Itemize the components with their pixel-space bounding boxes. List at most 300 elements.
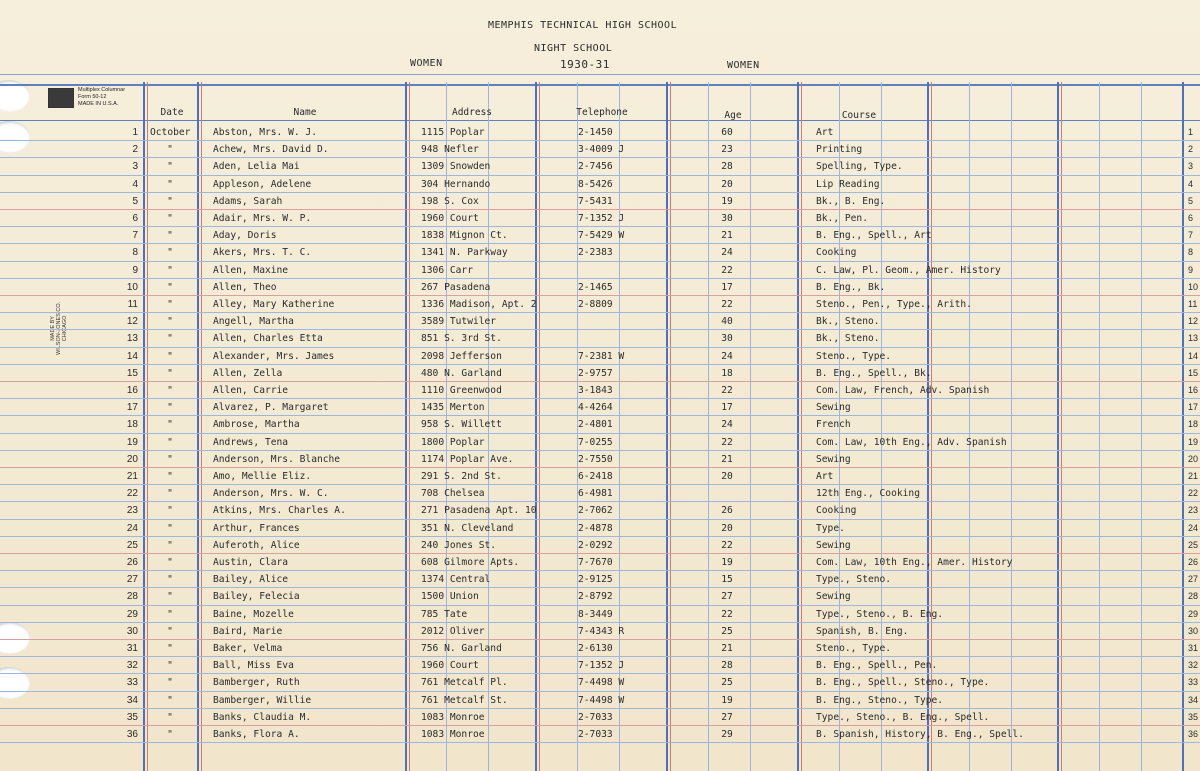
row-number: 31 [126,643,138,654]
table-row [0,451,1200,468]
date-cell: " [167,281,173,293]
row-number-right: 16 [1188,385,1199,395]
row-number: 3 [132,161,138,173]
table-row [0,279,1200,296]
address-cell: 3589 Tutwiler [421,316,497,328]
address-cell: 2012 Oliver [421,625,485,637]
date-cell: " [167,230,173,242]
age-cell: 20 [721,178,733,190]
date-cell: " [167,144,173,156]
name-cell: Alley, Mary Katherine [213,299,335,310]
name-cell: Bailey, Felecia [213,591,300,603]
row-number-right: 7 [1188,230,1194,241]
telephone-cell: 2-9757 [578,367,613,379]
row-number: 4 [132,178,138,190]
date-cell: " [167,471,173,482]
course-cell: 12th Eng., Cooking [816,488,920,500]
row-number-right: 29 [1188,608,1199,619]
name-cell: Ball, Miss Eva [213,660,294,672]
course-cell: B. Eng., Bk. [816,281,886,293]
address-cell: 480 N. Garland [421,367,502,379]
age-cell: 27 [721,711,733,723]
name-cell: Baird, Marie [213,625,283,637]
row-number: 16 [126,385,138,396]
row-number-right: 4 [1188,178,1194,189]
table-row [0,176,1200,193]
telephone-cell: 7-4343 R [578,625,625,637]
row-number-right: 8 [1188,247,1194,258]
row-number: 14 [126,350,138,362]
date-cell: " [167,316,173,328]
row-number: 34 [126,694,138,706]
name-cell: Bamberger, Willie [213,694,312,706]
row-number: 1 [132,127,138,138]
row-number: 5 [132,195,138,207]
address-cell: 1960 Court [421,660,479,672]
date-cell: " [167,625,173,637]
table-row [0,141,1200,158]
address-cell: 1174 Poplar Ave. [421,453,514,465]
course-cell: Bk., B. Eng. [816,195,886,207]
date-cell: " [167,643,173,654]
row-number: 32 [126,660,138,672]
row-number-right: 3 [1188,161,1194,172]
address-cell: 304 Hernando [421,178,491,190]
name-cell: Adams, Sarah [213,195,283,207]
address-cell: 708 Chelsea [421,488,485,500]
name-cell: Austin, Clara [213,557,289,568]
column-header-telephone: Telephone [576,107,628,118]
address-cell: 761 Metcalf St. [421,694,508,706]
table-row [0,434,1200,451]
name-cell: Achew, Mrs. David D. [213,144,329,156]
name-cell: Alvarez, P. Margaret [213,402,329,414]
row-number: 11 [127,299,138,310]
row-number-right: 34 [1188,694,1199,705]
age-cell: 17 [721,402,733,414]
course-cell: Art [816,471,834,482]
table-row [0,348,1200,365]
age-cell: 22 [721,299,733,310]
row-number-right: 2 [1188,144,1194,155]
date-cell: " [167,591,173,603]
age-cell: 28 [721,660,733,672]
address-cell: 271 Pasadena Apt. 10 [421,505,537,517]
age-cell: 27 [721,591,733,603]
row-number: 27 [126,574,138,586]
row-number: 22 [126,488,138,500]
row-number-right: 18 [1188,419,1199,430]
name-cell: Atkins, Mrs. Charles A. [213,505,346,517]
table-row [0,692,1200,709]
table-row [0,485,1200,502]
name-cell: Bamberger, Ruth [213,677,300,689]
address-cell: 2098 Jefferson [421,350,502,362]
course-cell: Sewing [816,402,851,414]
telephone-cell: 7-4498 W [578,694,625,706]
course-cell: Steno., Type. [816,643,892,654]
table-row [0,193,1200,210]
name-cell: Arthur, Frances [213,522,300,534]
address-cell: 267 Pasadena [421,281,491,293]
age-cell: 24 [721,350,733,362]
age-cell: 15 [721,574,733,586]
date-cell: " [167,660,173,672]
table-row [0,674,1200,691]
telephone-cell: 2-2383 [578,247,613,259]
name-cell: Anderson, Mrs. W. C. [213,488,329,500]
row-number-right: 6 [1188,213,1194,223]
row-number: 26 [126,557,138,568]
course-cell: B. Eng., Spell., Bk. [816,367,932,379]
age-cell: 28 [721,161,733,173]
telephone-cell: 2-1465 [578,281,613,293]
course-cell: B. Eng., Steno., Type. [816,694,944,706]
row-number: 28 [126,591,138,603]
row-number-right: 20 [1188,453,1199,464]
row-number: 2 [132,144,138,156]
row-number: 33 [126,677,138,689]
telephone-cell: 8-5426 [578,178,613,190]
column-header-rule [0,120,1200,121]
age-cell: 19 [721,557,733,568]
name-cell: Auferoth, Alice [213,539,300,551]
row-number-right: 23 [1188,505,1199,516]
date-cell: " [167,195,173,207]
course-cell: Type., Steno., B. Eng. [816,608,944,620]
row-number: 7 [132,230,138,242]
column-header-date: Date [160,107,184,118]
address-cell: 1435 Merton [421,402,485,414]
school-year: 1930-31 [560,58,610,71]
telephone-cell: 2-1450 [578,127,613,138]
row-number-right: 14 [1188,350,1199,361]
table-row [0,520,1200,537]
course-cell: Lip Reading [816,178,880,190]
course-cell: Com. Law, 10th Eng., Amer. History [816,557,1013,568]
telephone-cell: 2-6130 [578,643,613,654]
course-cell: Spelling, Type. [816,161,903,173]
row-number: 19 [126,436,138,448]
date-cell: " [167,213,173,224]
course-cell: Printing [816,144,863,156]
telephone-cell: 7-1352 J [578,660,625,672]
date-cell: " [167,350,173,362]
telephone-cell: 7-5431 [578,195,613,207]
form-info-line3: MADE IN U.S.A. [78,101,119,107]
name-cell: Akers, Mrs. T. C. [213,247,312,259]
row-number-right: 21 [1188,471,1199,481]
column-header-course: Course [841,110,877,121]
name-cell: Banks, Claudia M. [213,711,312,723]
row-number: 23 [126,505,138,517]
telephone-cell: 7-5429 W [578,230,625,242]
telephone-cell: 2-7033 [578,729,613,740]
age-cell: 25 [721,677,733,689]
address-cell: 958 S. Willett [421,419,502,431]
age-cell: 21 [721,453,733,465]
address-cell: 1374 Central [421,574,491,586]
date-cell: " [167,608,173,620]
row-number-right: 33 [1188,677,1199,688]
address-cell: 1800 Poplar [421,436,485,448]
address-cell: 351 N. Cleveland [421,522,514,534]
row-number-right: 11 [1188,299,1198,309]
course-cell: Com. Law, French, Adv. Spanish [816,385,990,396]
address-cell: 1960 Court [421,213,479,224]
telephone-cell: 6-2418 [578,471,613,482]
table-row [0,244,1200,261]
address-cell: 1306 Carr [421,264,473,276]
right-group-label: WOMEN [727,60,760,71]
form-stamp-icon [48,88,74,108]
course-cell: Steno., Pen., Type., Arith. [816,299,972,310]
course-cell: Art [816,127,834,138]
row-number: 6 [132,213,138,224]
row-number: 10 [126,281,138,293]
date-cell: " [167,385,173,396]
table-row [0,640,1200,657]
row-number-right: 32 [1188,660,1199,671]
table-row [0,571,1200,588]
age-cell: 17 [721,281,733,293]
date-cell: " [167,299,173,310]
row-number: 18 [126,419,138,431]
date-cell: " [167,333,173,345]
date-cell: " [167,505,173,517]
telephone-cell: 7-2381 W [578,350,625,362]
address-cell: 1341 N. Parkway [421,247,508,259]
course-cell: Sewing [816,453,851,465]
course-cell: Com. Law, 10th Eng., Adv. Spanish [816,436,1007,448]
date-cell: " [167,161,173,173]
table-row [0,606,1200,623]
course-cell: Sewing [816,591,851,603]
row-number-right: 12 [1188,316,1199,327]
table-row [0,262,1200,279]
header-rule [0,84,1200,86]
telephone-cell: 2-9125 [578,574,613,586]
telephone-cell: 2-4878 [578,522,613,534]
row-number-right: 22 [1188,488,1199,499]
row-number: 36 [126,729,138,740]
name-cell: Ambrose, Martha [213,419,300,431]
date-cell: " [167,436,173,448]
column-header-name: Name [293,107,317,118]
age-cell: 22 [721,264,733,276]
row-number: 30 [126,625,138,637]
row-number-right: 10 [1188,281,1199,292]
address-cell: 240 Jones St. [421,539,497,551]
table-row [0,623,1200,640]
date-cell: " [167,419,173,431]
row-number: 12 [126,316,138,328]
address-cell: 948 Nefler [421,144,479,156]
table-row [0,210,1200,227]
table-row [0,468,1200,485]
row-number: 25 [126,539,138,551]
course-cell: Cooking [816,505,857,517]
telephone-cell: 7-4498 W [578,677,625,689]
course-cell: Bk., Pen. [816,213,868,224]
age-cell: 22 [721,539,733,551]
date-cell: " [167,453,173,465]
row-number-right: 5 [1188,195,1194,206]
table-row [0,709,1200,726]
age-cell: 40 [721,316,733,328]
age-cell: 19 [721,195,733,207]
address-cell: 1110 Greenwood [421,385,502,396]
course-cell: B. Eng., Spell., Art [816,230,932,242]
telephone-cell: 7-7670 [578,557,613,568]
row-number: 17 [126,402,138,414]
name-cell: Allen, Charles Etta [213,333,323,345]
name-cell: Andrews, Tena [213,436,289,448]
course-cell: B. Spanish, History, B. Eng., Spell. [816,729,1024,740]
age-cell: 21 [721,230,733,242]
date-cell: October [150,127,191,138]
course-cell: Spanish, B. Eng. [816,625,909,637]
address-cell: 291 S. 2nd St. [421,471,502,482]
address-cell: 1500 Union [421,591,479,603]
age-cell: 19 [721,694,733,706]
course-cell: Bk., Steno. [816,316,880,328]
row-number: 35 [126,711,138,723]
row-number-right: 36 [1188,729,1199,739]
age-cell: 26 [721,505,733,517]
age-cell: 60 [721,127,733,138]
telephone-cell: 3-4009 J [578,144,625,156]
row-number-right: 27 [1188,574,1199,585]
telephone-cell: 8-3449 [578,608,613,620]
telephone-cell: 2-7033 [578,711,613,723]
row-number-right: 15 [1188,367,1199,378]
name-cell: Abston, Mrs. W. J. [213,127,317,138]
telephone-cell: 2-7550 [578,453,613,465]
form-logo [40,86,140,110]
age-cell: 18 [721,367,733,379]
telephone-cell: 7-1352 J [578,213,625,224]
name-cell: Adair, Mrs. W. P. [213,213,312,224]
address-cell: 851 S. 3rd St. [421,333,502,345]
row-number-right: 19 [1188,436,1199,447]
date-cell: " [167,247,173,259]
telephone-cell: 2-0292 [578,539,613,551]
row-number: 29 [126,608,138,620]
left-group-label: WOMEN [410,58,443,69]
date-cell: " [167,694,173,706]
name-cell: Angell, Martha [213,316,294,328]
row-number-right: 28 [1188,591,1199,602]
course-cell: B. Eng., Spell., Pen. [816,660,938,672]
course-cell: Type., Steno. [816,574,892,586]
form-info-line1: Multiplex Columnar [78,87,126,93]
row-number-right: 1 [1188,127,1194,137]
telephone-cell: 2-4801 [578,419,613,431]
row-number-right: 26 [1188,557,1199,567]
date-cell: " [167,402,173,414]
table-row [0,554,1200,571]
school-subtitle: NIGHT SCHOOL [534,43,613,54]
course-cell: Sewing [816,539,851,551]
column-header-address: Address [451,107,493,118]
date-cell: " [167,264,173,276]
table-row [0,382,1200,399]
table-row [0,296,1200,313]
table-row [0,588,1200,605]
table-row [0,124,1200,141]
course-cell: B. Eng., Spell., Steno., Type. [816,677,990,689]
course-cell: Type., Steno., B. Eng., Spell. [816,711,990,723]
address-cell: 785 Tate [421,608,468,620]
telephone-cell: 6-4981 [578,488,613,500]
age-cell: 22 [721,436,733,448]
telephone-cell: 4-4264 [578,402,613,414]
age-cell: 25 [721,625,733,637]
date-cell: " [167,711,173,723]
age-cell: 29 [721,729,733,740]
name-cell: Baine, Mozelle [213,608,294,620]
table-row [0,365,1200,382]
row-number-right: 35 [1188,711,1199,722]
name-cell: Amo, Mellie Eliz. [213,471,312,482]
age-cell: 23 [721,144,733,156]
row-number: 8 [132,247,138,259]
row-number: 13 [126,333,138,345]
row-number-right: 17 [1188,402,1199,413]
date-cell: " [167,367,173,379]
table-row [0,726,1200,743]
date-cell: " [167,178,173,190]
telephone-cell: 2-8809 [578,299,613,310]
address-cell: 1115 Poplar [421,127,485,138]
row-number: 24 [126,522,138,534]
table-row [0,313,1200,330]
date-cell: " [167,677,173,689]
row-number-right: 25 [1188,539,1199,550]
course-cell: French [816,419,851,431]
date-cell: " [167,574,173,586]
telephone-cell: 7-0255 [578,436,613,448]
name-cell: Aden, Lelia Mai [213,161,300,173]
telephone-cell: 3-1843 [578,385,613,396]
row-number-right: 30 [1188,625,1199,636]
name-cell: Banks, Flora A. [213,729,300,740]
date-cell: " [167,539,173,551]
date-cell: " [167,522,173,534]
address-cell: 198 S. Cox [421,195,479,207]
age-cell: 21 [721,643,733,654]
school-title: MEMPHIS TECHNICAL HIGH SCHOOL [488,20,678,31]
course-cell: Steno., Type. [816,350,892,362]
address-cell: 608 Gilmore Apts. [421,557,520,568]
name-cell: Allen, Theo [213,281,277,293]
row-number-right: 31 [1188,643,1199,653]
name-cell: Appleson, Adelene [213,178,312,190]
age-cell: 30 [721,213,733,224]
address-cell: 761 Metcalf Pl. [421,677,508,689]
course-cell: Cooking [816,247,857,259]
address-cell: 1083 Monroe [421,711,485,723]
name-cell: Allen, Maxine [213,264,289,276]
course-cell: Type. [816,522,845,534]
name-cell: Alexander, Mrs. James [213,350,335,362]
date-cell: " [167,488,173,500]
table-row [0,399,1200,416]
table-row [0,502,1200,519]
age-cell: 20 [721,522,733,534]
row-number: 21 [126,471,138,482]
